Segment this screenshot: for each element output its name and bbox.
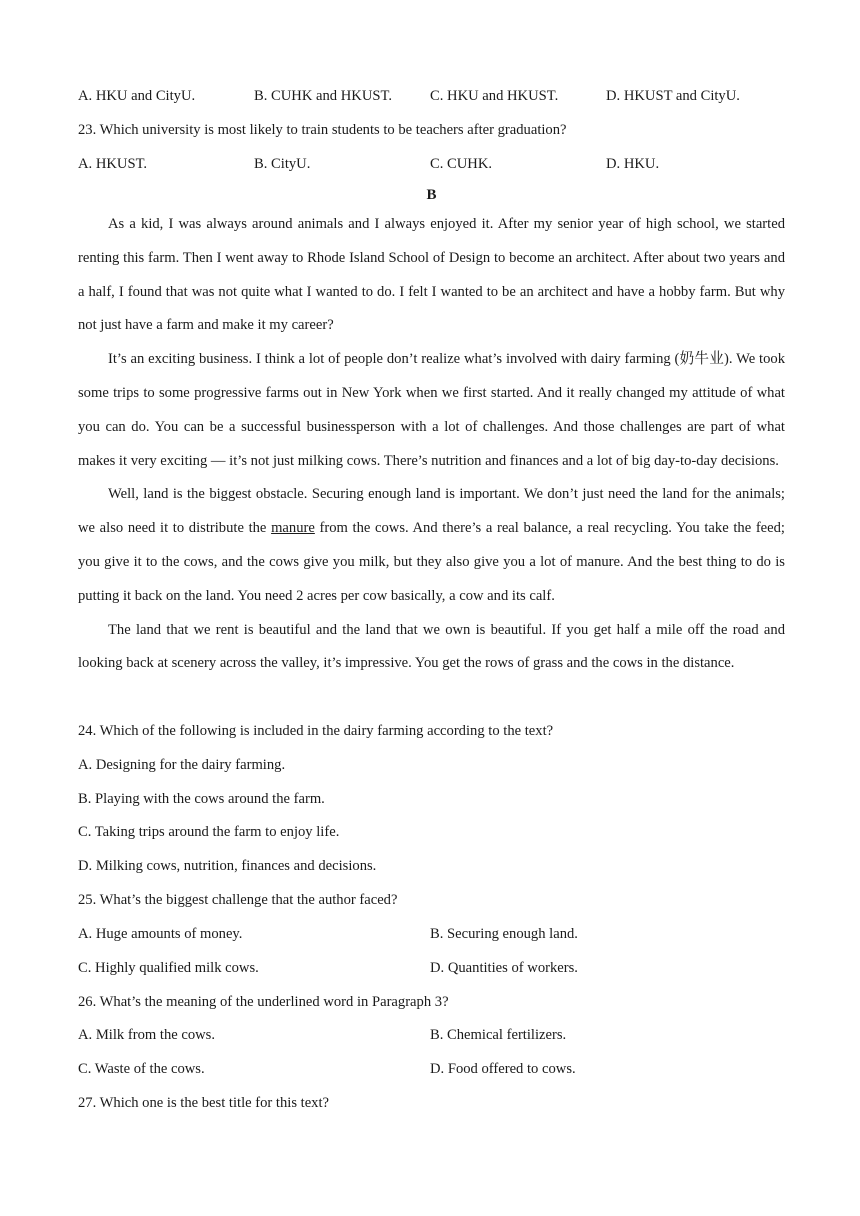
q26-stem: 26. What’s the meaning of the underlined word in Paragraph 3? [78, 994, 449, 1010]
q25-option-c: C. Highly qualified milk cows. [78, 960, 259, 976]
q25-option-a: A. Huge amounts of money. [78, 926, 243, 942]
q26-option-a: A. Milk from the cows. [78, 1027, 216, 1043]
q24-option-b: B. Playing with the cows around the farm. [78, 791, 325, 807]
q22-option-c: C. HKU and HKUST. [430, 88, 559, 104]
q26-option-d: D. Food offered to cows. [430, 1061, 576, 1077]
passage-paragraph-4: The land that we rent is beautiful and the land that we own is beautiful. If you get half a mile off the road and looking back at scenery across the valley, it’s impressive. You get the rows of grass and the cows in the distance. [78, 621, 785, 672]
q27-stem: 27. Which one is the best title for this text? [78, 1095, 330, 1111]
q22-option-d: D. HKUST and CityU. [606, 88, 740, 104]
q25-option-b: B. Securing enough land. [430, 926, 578, 942]
q22-option-b: B. CUHK and HKUST. [254, 88, 392, 104]
q23-stem: 23. Which university is most likely to train students to be teachers after graduation? [78, 122, 567, 138]
passage [78, 208, 785, 681]
paragraph-3-text-after: from the cows. And there’s a real balance, a real recycling. You take the feed; you give it to the cows, and the cows give you milk, but they also give you a lot of manure. And the best thing to do is putting it back on the land. You need 2 acres per cow basically, a cow and its calf. [78, 520, 785, 604]
q22-option-a: A. HKU and CityU. [78, 88, 196, 104]
underlined-word: manure [271, 520, 315, 537]
q25-option-d: D. Quantities of workers. [430, 960, 578, 976]
passage-paragraph-3 [78, 478, 785, 613]
q24-stem: 24. Which of the following is included in the dairy farming according to the text? [78, 723, 554, 739]
q23-option-a: A. HKUST. [78, 156, 148, 172]
q23-option-d: D. HKU. [606, 156, 660, 172]
passage-paragraph-2: It’s an exciting business. I think a lot of people don’t realize what’s involved with dairy farming (奶牛业). We took some trips to some progressive farms out in New York when we first started. And it really changed my attitude of what you can do. You can be a successful businessperson with a lot of challenges. And those challenges are part of what makes it very exciting — it’s not just milking cows. There’s nutrition and finances and a lot of big day-to-day decisions. [78, 351, 785, 469]
passage-paragraph-1: As a kid, I was always around animals and I always enjoyed it. After my senior year of high school, we started renting this farm. Then I went away to Rhode Island School of Design to become an architect. After about two years and a half, I found that was not quite what I wanted to do. I felt I wanted to be an architect and have a hobby farm. But why not just have a farm and make it my career? [78, 216, 785, 334]
q25-stem: 25. What’s the biggest challenge that the author faced? [78, 892, 398, 908]
q23-option-b: B. CityU. [254, 156, 311, 172]
q24-option-c: C. Taking trips around the farm to enjoy life. [78, 824, 340, 840]
q23-option-c: C. CUHK. [430, 156, 493, 172]
paragraph-3-text-before: Well, land is the biggest obstacle. Securing enough land is important. We don’t just need the land for the animals; we also need it to distribute the [78, 486, 785, 537]
q26-option-c: C. Waste of the cows. [78, 1061, 205, 1077]
q24-option-a: A. Designing for the dairy farming. [78, 757, 286, 773]
q24-option-d: D. Milking cows, nutrition, finances and decisions. [78, 858, 377, 874]
q26-option-b: B. Chemical fertilizers. [430, 1027, 567, 1043]
section-label: B [426, 187, 437, 203]
